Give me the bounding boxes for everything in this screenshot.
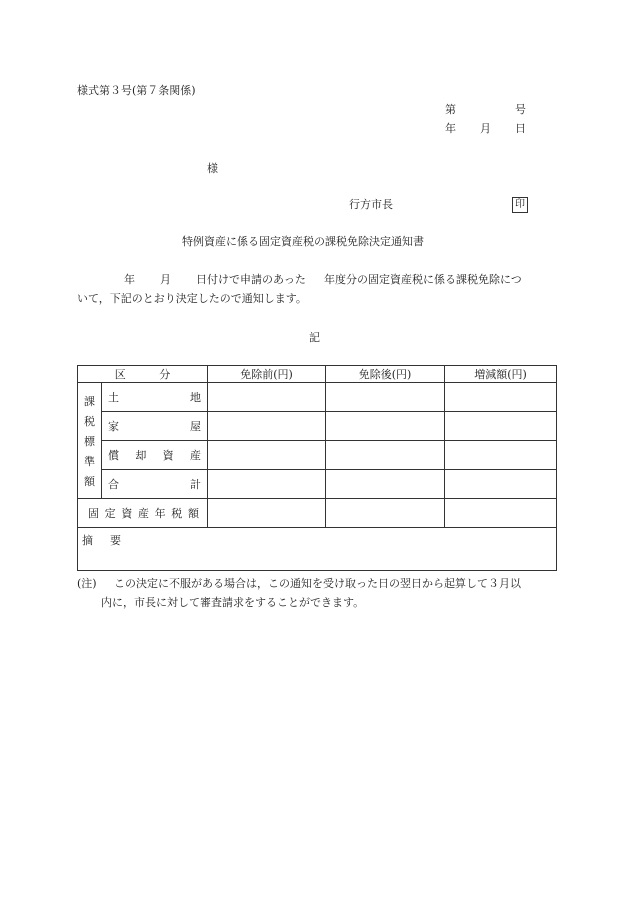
- group-label-char: 額: [84, 474, 95, 488]
- row-label-char: 産: [137, 507, 149, 520]
- row-label-char: 税: [171, 507, 183, 520]
- header-category: [78, 366, 208, 383]
- cell-depreciable-diff: [445, 441, 557, 470]
- cell-total-diff: [445, 470, 557, 499]
- group-label-tax-base: [78, 383, 102, 499]
- row-label-char: 固: [88, 507, 99, 520]
- row-label-char: 家: [108, 420, 119, 433]
- row-label-char: 産: [189, 449, 201, 462]
- doc-number-prefix: 第: [445, 103, 456, 116]
- document-title: 特例資産に係る固定資産税の課税免除決定通知書: [182, 235, 424, 248]
- date-day: 日: [515, 122, 526, 135]
- table-row-land: [78, 383, 557, 412]
- group-label-char: 課: [84, 394, 95, 408]
- cell-annual-tax-diff: [445, 499, 557, 528]
- row-label-annual-tax: [78, 499, 208, 528]
- group-label-char: 標: [84, 434, 95, 448]
- row-label-char: 償: [108, 449, 119, 462]
- body-month: 月: [160, 273, 171, 286]
- row-label-char: 資: [162, 449, 174, 462]
- date-year: 年: [445, 122, 456, 135]
- cell-depreciable-before: [208, 441, 326, 470]
- row-label-total: [102, 470, 208, 499]
- group-label-char: 税: [84, 414, 95, 428]
- note-line1: この決定に不服がある場合は，この通知を受け取った日の翌日から起算して３月以: [114, 577, 521, 590]
- group-label-char: 準: [84, 454, 95, 468]
- table-row-annual-tax: [78, 499, 557, 528]
- date-month: 月: [480, 122, 491, 135]
- row-label-char: 年: [154, 507, 166, 520]
- row-label-char: 合: [108, 478, 119, 491]
- row-label-char: 計: [190, 478, 201, 491]
- summary-label-char: 要: [110, 534, 121, 547]
- header-difference: 増減額(円): [445, 366, 557, 383]
- note-line2: 内に，市長に対して審査請求をすることができます。: [101, 596, 365, 609]
- cell-land-diff: [445, 383, 557, 412]
- body-text-line2: いて，下記のとおり決定したので通知します。: [77, 292, 307, 305]
- summary-label-char: 摘: [82, 534, 93, 547]
- header-before-exemption: 免除前(円): [208, 366, 326, 383]
- ki-label: 記: [309, 331, 320, 344]
- body-year: 年: [124, 273, 135, 286]
- addressee-honorific: 様: [207, 162, 218, 175]
- body-text-application: 日付けで申請のあった: [196, 273, 306, 286]
- row-label-building: [102, 412, 208, 441]
- table-row-depreciable-assets: [78, 441, 557, 470]
- table-row-building: [78, 412, 557, 441]
- summary-cell: [78, 528, 557, 571]
- cell-land-after: [326, 383, 445, 412]
- cell-total-after: [326, 470, 445, 499]
- row-label-land: [102, 383, 208, 412]
- seal-mark-label: 印: [512, 197, 528, 213]
- row-label-char: 資: [121, 507, 133, 520]
- cell-building-before: [208, 412, 326, 441]
- cell-building-diff: [445, 412, 557, 441]
- note-label: (注): [77, 577, 97, 590]
- table-row-total: [78, 470, 557, 499]
- header-after-exemption: 免除後(円): [326, 366, 445, 383]
- cell-annual-tax-before: [208, 499, 326, 528]
- table-row-summary: [78, 528, 557, 571]
- row-label-depreciable-assets: [102, 441, 208, 470]
- row-label-char: 地: [190, 391, 201, 404]
- form-number: 様式第３号(第７条関係): [77, 84, 196, 97]
- tax-exemption-table: [77, 365, 557, 571]
- row-label-char: 却: [135, 449, 147, 462]
- cell-land-before: [208, 383, 326, 412]
- body-text-fiscal: 年度分の固定資産税に係る課税免除につ: [324, 273, 522, 286]
- header-category-part1: 区: [114, 368, 126, 381]
- cell-depreciable-after: [326, 441, 445, 470]
- seal-mark: [512, 197, 528, 213]
- row-label-char: 額: [187, 507, 199, 520]
- doc-number-suffix: 号: [515, 103, 526, 116]
- row-label-char: 屋: [190, 420, 201, 433]
- table-header-row: [78, 366, 557, 383]
- row-label-char: 土: [108, 391, 119, 404]
- header-category-part2: 分: [159, 368, 171, 381]
- issuer-title: 行方市長: [349, 198, 393, 211]
- cell-building-after: [326, 412, 445, 441]
- row-label-char: 定: [104, 507, 116, 520]
- cell-total-before: [208, 470, 326, 499]
- cell-annual-tax-after: [326, 499, 445, 528]
